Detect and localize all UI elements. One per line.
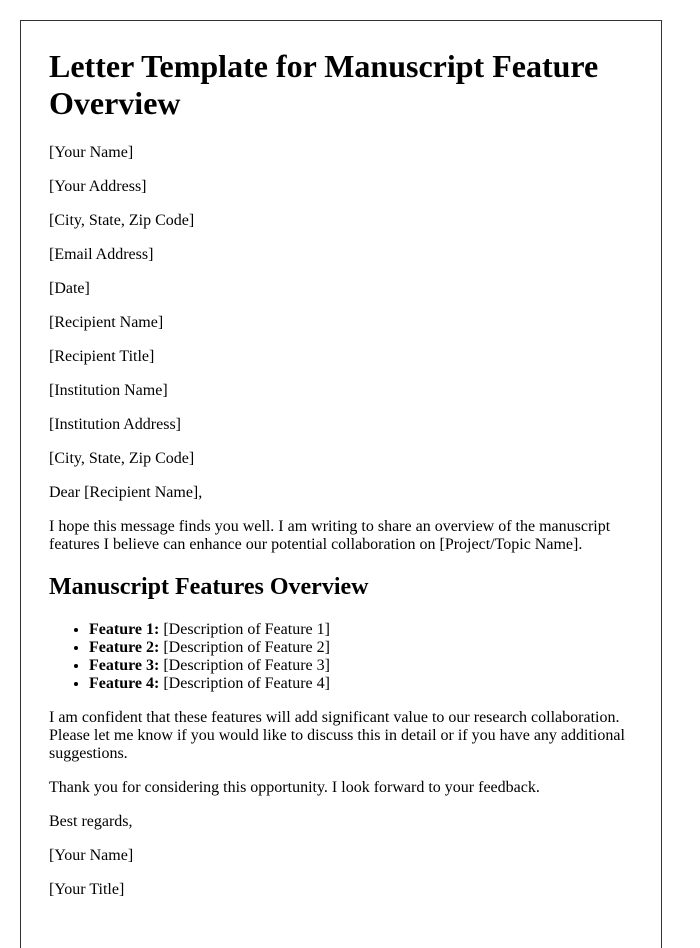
institution-name: [Institution Name] (49, 382, 168, 399)
letter-date: [Date] (49, 280, 90, 297)
feature-label: Feature 2: (89, 639, 160, 656)
salutation: Dear [Recipient Name], (49, 484, 203, 501)
sender-city-state-zip: [City, State, Zip Code] (49, 212, 195, 229)
feature-item (89, 639, 633, 657)
recipient-city-state-zip: [City, State, Zip Code] (49, 450, 195, 467)
sender-name: [Your Name] (49, 144, 134, 161)
signature-title: [Your Title] (49, 881, 125, 898)
feature-description: [Description of Feature 3] (163, 657, 330, 674)
recipient-title: [Recipient Title] (49, 348, 155, 365)
feature-description: [Description of Feature 1] (163, 621, 330, 638)
sender-email: [Email Address] (49, 246, 154, 263)
intro-paragraph: I hope this message finds you well. I am writing to share an overview of the manuscript features I believe can enhance our potential collaboration on [Project/Topic Name]. (49, 518, 611, 553)
features-heading: Manuscript Features Overview (49, 574, 369, 600)
feature-label: Feature 4: (89, 675, 160, 692)
thanks-paragraph: Thank you for considering this opportunity. I look forward to your feedback. (49, 779, 540, 796)
feature-label: Feature 3: (89, 657, 160, 674)
feature-description: [Description of Feature 2] (163, 639, 330, 656)
feature-item (89, 621, 633, 639)
confidence-paragraph: I am confident that these features will add significant value to our research collaboration. Please let me know if you would like to discuss this in detail or if you have any additional suggestions. (49, 709, 625, 762)
feature-description: [Description of Feature 4] (163, 675, 330, 692)
recipient-name: [Recipient Name] (49, 314, 164, 331)
features-list (49, 621, 633, 693)
page-title: Letter Template for Manuscript Feature Overview (49, 48, 599, 121)
feature-item (89, 675, 633, 693)
letter-container (20, 20, 662, 948)
feature-item (89, 657, 633, 675)
closing: Best regards, (49, 813, 133, 830)
signature-name: [Your Name] (49, 847, 134, 864)
feature-label: Feature 1: (89, 621, 160, 638)
institution-address: [Institution Address] (49, 416, 181, 433)
sender-address: [Your Address] (49, 178, 147, 195)
